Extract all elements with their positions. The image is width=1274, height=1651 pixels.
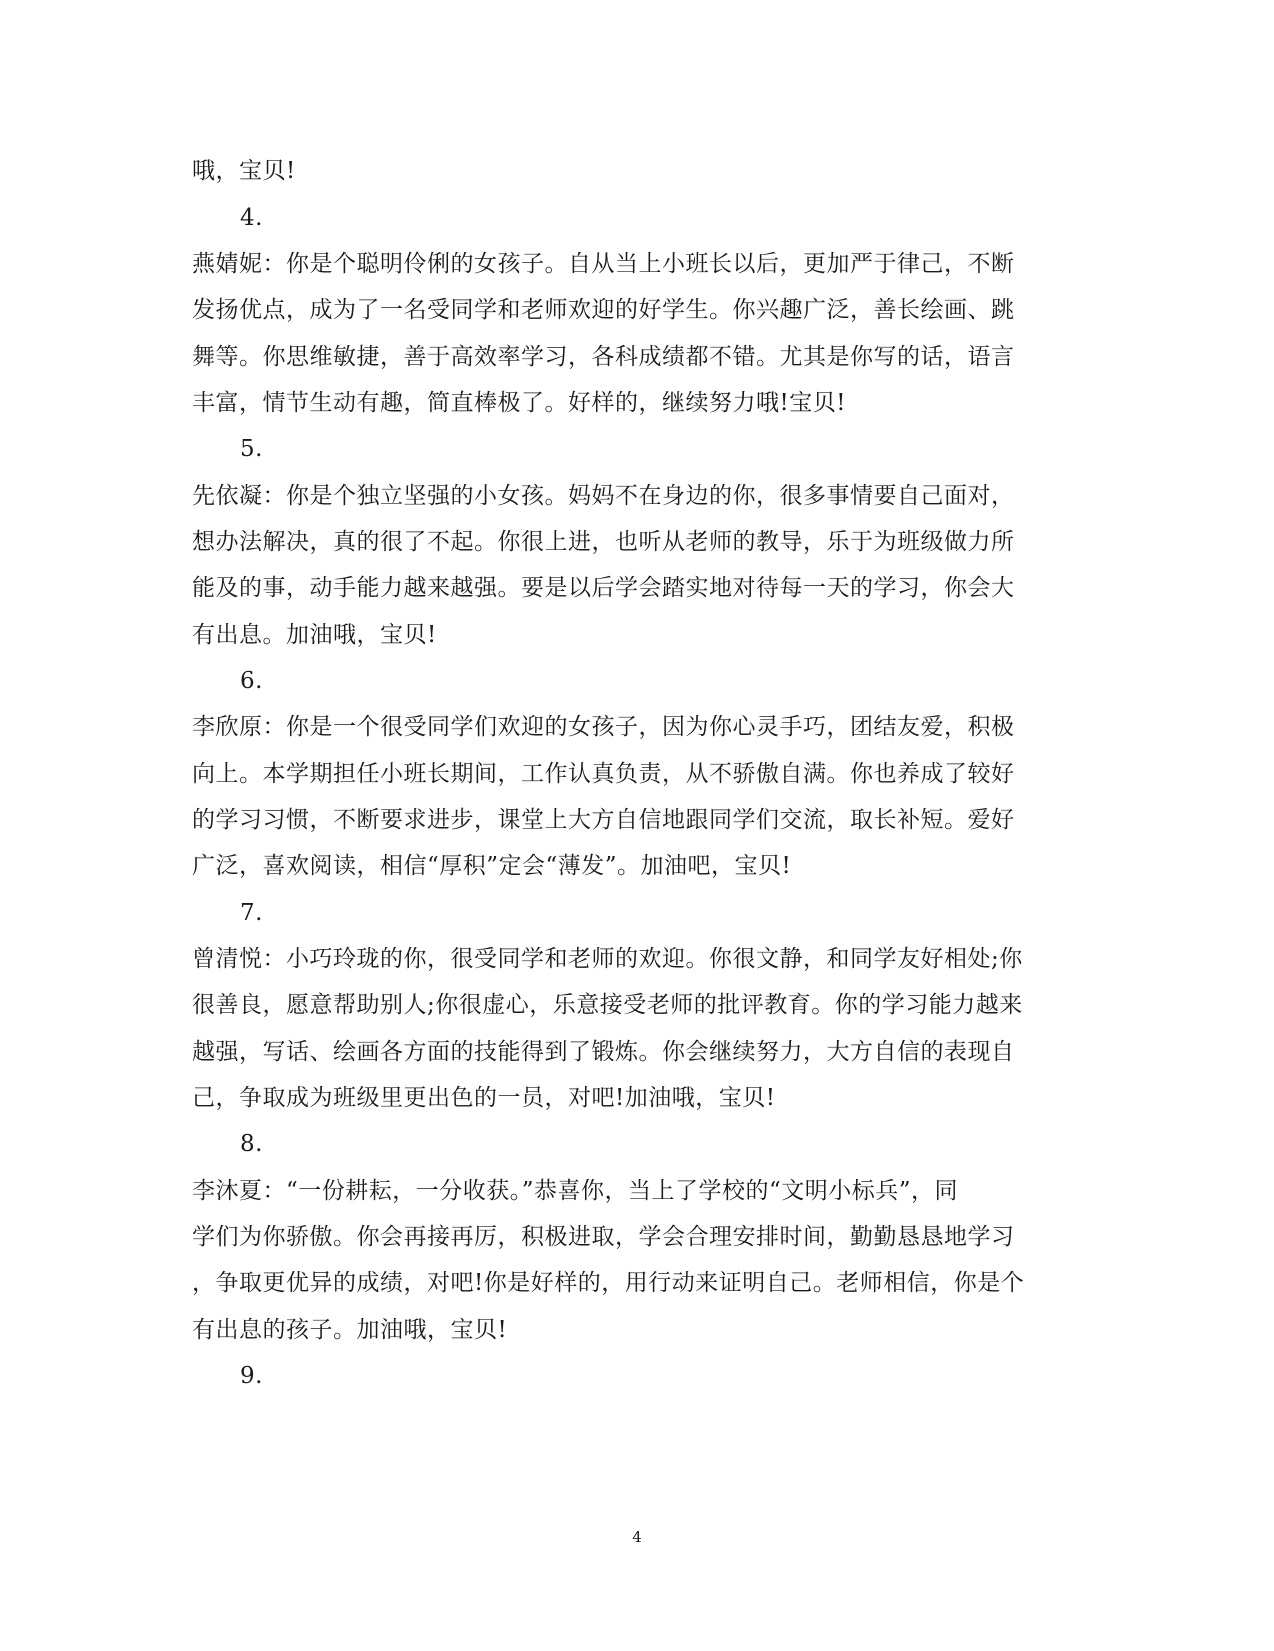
text-line: 李沐夏：“一份耕耘，一分收获。”恭喜你，当上了学校的“文明小标兵”，同 bbox=[192, 1178, 959, 1204]
text-line: 向上。本学期担任小班长期间，工作认真负责，从不骄傲自满。你也养成了较好 bbox=[192, 761, 1015, 787]
text-line: 李欣原：你是一个很受同学们欢迎的女孩子，因为你心灵手巧，团结友爱，积极 bbox=[192, 714, 1015, 740]
text-line: 曾清悦：小巧玲珑的你，很受同学和老师的欢迎。你很文静，和同学友好相处;你 bbox=[192, 946, 1023, 972]
text-line: 有出息的孩子。加油哦，宝贝! bbox=[192, 1317, 508, 1343]
text-line: 燕婧妮：你是个聪明伶俐的女孩子。自从当上小班长以后，更加严于律己，不断 bbox=[192, 251, 1015, 277]
text-line: 舞等。你思维敏捷，善于高效率学习，各科成绩都不错。尤其是你写的话，语言 bbox=[192, 344, 1015, 370]
text-line: 很善良，愿意帮助别人;你很虚心，乐意接受老师的批评教育。你的学习能力越来 bbox=[192, 992, 1023, 1018]
text-line: 先依凝：你是个独立坚强的小女孩。妈妈不在身边的你，很多事情要自己面对， bbox=[192, 483, 1015, 509]
item-number: 9. bbox=[240, 1363, 263, 1389]
item-number: 8. bbox=[240, 1131, 263, 1157]
text-line: 丰富，情节生动有趣，简直棒极了。好样的，继续努力哦!宝贝! bbox=[192, 390, 846, 416]
text-line: 有出息。加油哦，宝贝! bbox=[192, 622, 437, 648]
text-line: 的学习习惯，不断要求进步，课堂上大方自信地跟同学们交流，取长补短。爱好 bbox=[192, 807, 1015, 833]
text-line: 越强，写话、绘画各方面的技能得到了锻炼。你会继续努力，大方自信的表现自 bbox=[192, 1039, 1015, 1065]
item-number: 6. bbox=[240, 668, 263, 694]
text-line: 己，争取成为班级里更出色的一员，对吧!加油哦，宝贝! bbox=[192, 1085, 776, 1111]
text-line: 广泛，喜欢阅读，相信“厚积”定会“薄发”。加油吧，宝贝! bbox=[192, 853, 792, 879]
item-number: 7. bbox=[240, 900, 263, 926]
item-number: 5. bbox=[240, 436, 263, 462]
text-line: 能及的事，动手能力越来越强。要是以后学会踏实地对待每一天的学习，你会大 bbox=[192, 575, 1015, 601]
text-line: 学们为你骄傲。你会再接再厉，积极进取，学会合理安排时间，勤勤恳恳地学习 bbox=[192, 1224, 1015, 1250]
page-number: 4 bbox=[632, 1528, 642, 1546]
text-line: ，争取更优异的成绩，对吧!你是好样的，用行动来证明自己。老师相信，你是个 bbox=[192, 1270, 1025, 1296]
text-line: 想办法解决，真的很了不起。你很上进，也听从老师的教导，乐于为班级做力所 bbox=[192, 529, 1015, 555]
text-line: 哦，宝贝! bbox=[192, 158, 296, 184]
text-line: 发扬优点，成为了一名受同学和老师欢迎的好学生。你兴趣广泛，善长绘画、跳 bbox=[192, 297, 1015, 323]
item-number: 4. bbox=[240, 205, 263, 231]
